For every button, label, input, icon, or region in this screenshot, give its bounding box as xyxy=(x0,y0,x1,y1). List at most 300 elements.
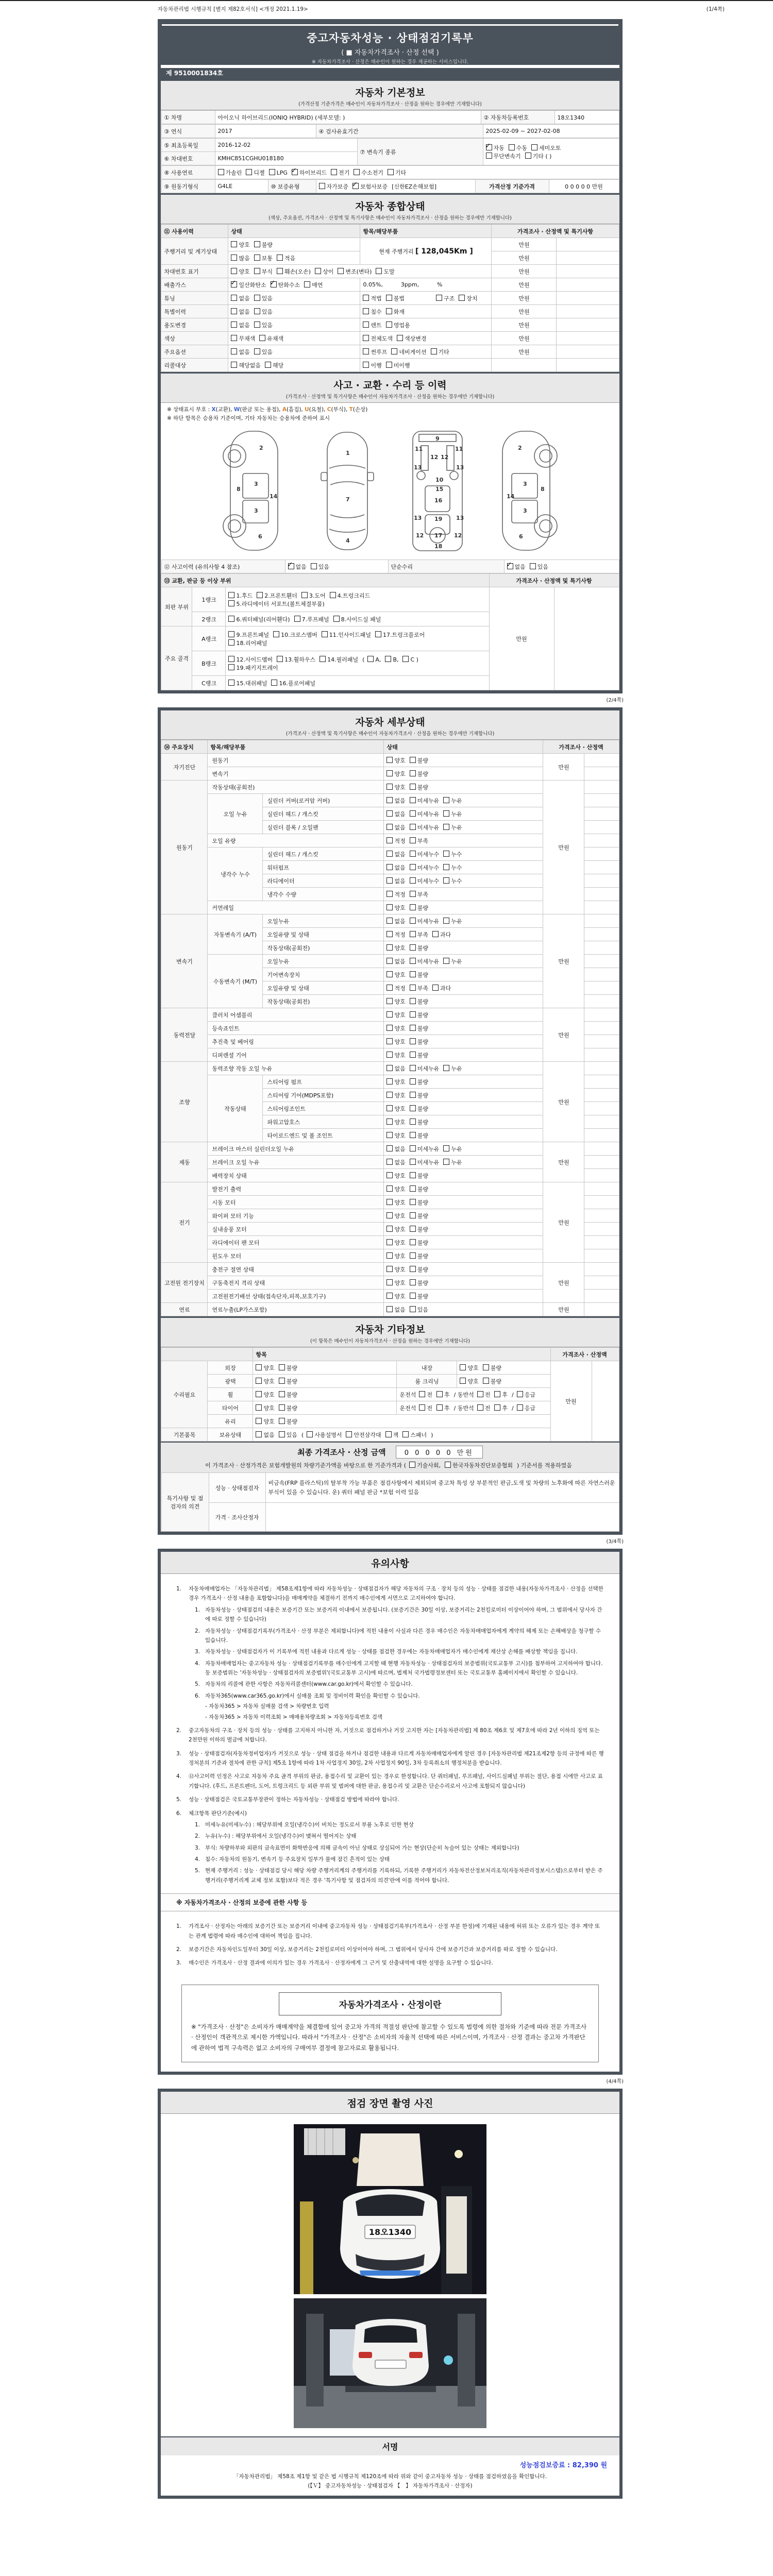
checkbox-미세누유[interactable] xyxy=(410,958,416,964)
checkbox-미세누수[interactable] xyxy=(410,864,416,870)
checkbox-영업용[interactable] xyxy=(386,321,392,328)
checkbox-후[interactable] xyxy=(494,1391,500,1397)
checkbox-없음[interactable] xyxy=(231,321,237,328)
checkbox-불량[interactable] xyxy=(279,1364,285,1370)
section-basic-info-subtitle: (가격산정 기준가격은 매수인이 자동차가격조사 · 산정을 원하는 경우에만 기재합니다) xyxy=(298,101,482,107)
checkbox-양호[interactable] xyxy=(231,241,237,247)
vin-price: 만원 xyxy=(492,265,557,278)
checkbox-적정[interactable] xyxy=(386,985,393,991)
checkbox-후[interactable] xyxy=(494,1404,500,1411)
checkbox-양호[interactable] xyxy=(256,1378,262,1384)
checkbox-있음[interactable] xyxy=(254,348,260,354)
etc-note xyxy=(592,1361,619,1442)
checkbox-양호[interactable] xyxy=(386,784,393,790)
checkbox-불량[interactable] xyxy=(410,757,416,763)
checkbox-도말[interactable] xyxy=(376,268,382,274)
checkbox-7.루프패널[interactable] xyxy=(294,616,300,622)
checkbox-양호[interactable] xyxy=(386,1266,393,1272)
checkbox-있음[interactable] xyxy=(254,321,260,328)
checkbox-양호[interactable] xyxy=(386,1078,393,1084)
checkbox-미이행[interactable] xyxy=(386,362,392,368)
checkbox-item xyxy=(256,1417,274,1426)
device-group-label: 제동 xyxy=(161,1142,208,1182)
checkbox-불량[interactable] xyxy=(410,1025,416,1031)
note-cell xyxy=(584,1169,619,1182)
checkbox-전기[interactable] xyxy=(331,169,337,175)
checkbox-불량[interactable] xyxy=(410,1052,416,1058)
checkbox-item xyxy=(259,334,283,343)
checkbox-누수[interactable] xyxy=(443,851,449,857)
checkbox-탄화수소[interactable] xyxy=(271,281,277,287)
checkbox-양호[interactable] xyxy=(231,268,237,274)
checkbox-자동[interactable] xyxy=(486,144,492,150)
checkbox-있음[interactable] xyxy=(254,308,260,314)
notice-item-number: 6. xyxy=(176,1810,182,1817)
checkbox-불량[interactable] xyxy=(410,1172,416,1178)
checkbox-item xyxy=(386,1198,405,1207)
checkbox-9.프론트패널[interactable] xyxy=(228,631,234,637)
state-options xyxy=(384,1182,543,1196)
checkbox-없음[interactable] xyxy=(386,1145,393,1151)
checkbox-item xyxy=(410,1198,428,1207)
checkbox-item xyxy=(376,267,394,276)
checkbox-있음[interactable] xyxy=(311,563,317,569)
checkbox-적정[interactable] xyxy=(386,891,393,897)
checkbox-label: 없음 xyxy=(394,864,406,871)
notice-sub-item xyxy=(189,1820,604,1829)
checkbox-item xyxy=(273,631,317,639)
checkbox-양호[interactable] xyxy=(386,1105,393,1111)
checkbox-불량[interactable] xyxy=(279,1391,285,1397)
checkbox-불량[interactable] xyxy=(410,1038,416,1044)
checkbox-18.리어패널[interactable] xyxy=(228,639,234,646)
note-cell xyxy=(584,754,619,767)
checkbox-양호[interactable] xyxy=(386,757,393,763)
checkbox-불량[interactable] xyxy=(410,944,416,951)
checkbox-불량[interactable] xyxy=(410,784,416,790)
checkbox-양호[interactable] xyxy=(460,1378,466,1384)
checkbox-양호[interactable] xyxy=(386,1052,393,1058)
checkbox-불량[interactable] xyxy=(410,1185,416,1192)
checkbox-item xyxy=(410,997,428,1006)
checkbox-썬루프[interactable] xyxy=(363,348,369,354)
checkbox-10.크로스멤버[interactable] xyxy=(273,631,279,637)
checkbox-B,[interactable] xyxy=(385,656,391,662)
checkbox-없음[interactable] xyxy=(288,563,294,569)
checkbox-15.대쉬패널[interactable] xyxy=(228,680,234,686)
state-options xyxy=(384,1169,543,1182)
checkbox-양호[interactable] xyxy=(386,1226,393,1232)
checkbox-누수[interactable] xyxy=(443,877,449,884)
checkbox-불량[interactable] xyxy=(410,1199,416,1205)
checkbox-8.사이드실 패널[interactable] xyxy=(333,616,340,622)
checkbox-5.라디에이터 서포트(볼트체결부품)[interactable] xyxy=(228,600,234,606)
checkbox-양호[interactable] xyxy=(386,1239,393,1245)
rank1-label: 1랭크 xyxy=(192,587,226,612)
vin-value: KMHC851CGHU018180 xyxy=(215,152,357,165)
notice-sub-number: 6. xyxy=(195,1692,200,1699)
checkbox-누유[interactable] xyxy=(443,1145,449,1151)
checkbox-양호[interactable] xyxy=(386,1025,393,1031)
checkbox-17.트렁크플로어[interactable] xyxy=(375,631,381,637)
checkbox-label: 기타 ( ) xyxy=(532,152,552,160)
checkbox-기술사회,[interactable] xyxy=(409,1462,415,1468)
checkbox-네비게이션[interactable] xyxy=(391,348,397,354)
checkbox-세미오토[interactable] xyxy=(531,144,537,150)
checkbox-불량[interactable] xyxy=(410,1212,416,1218)
checkbox-12.사이드멤버[interactable] xyxy=(228,656,234,662)
checkbox-양호[interactable] xyxy=(386,1172,393,1178)
checkbox-없음[interactable] xyxy=(386,918,393,924)
checkbox-LPG[interactable] xyxy=(269,169,275,175)
checkbox-훼손(오손)[interactable] xyxy=(277,268,283,274)
checkbox-불량[interactable] xyxy=(410,1226,416,1232)
checkbox-없음[interactable] xyxy=(386,810,393,817)
notice-item xyxy=(176,1922,604,1941)
checkbox-item xyxy=(494,1404,508,1412)
checkbox-양호[interactable] xyxy=(386,1212,393,1218)
checkbox-label: 불량 xyxy=(417,944,429,952)
checkbox-미세누유[interactable] xyxy=(410,797,416,803)
checkbox-item xyxy=(397,334,427,343)
checkbox-양호[interactable] xyxy=(460,1364,466,1370)
checkbox-화재[interactable] xyxy=(386,308,392,314)
checkbox-item xyxy=(410,904,428,912)
checkbox-item xyxy=(218,168,242,177)
checkbox-label: 없음 xyxy=(394,1159,406,1166)
diagram-number: 13 xyxy=(456,515,464,521)
checkbox-없음[interactable] xyxy=(231,348,237,354)
checkbox-양호[interactable] xyxy=(386,1185,393,1192)
simple-repair-options xyxy=(504,560,619,573)
checkbox-불량[interactable] xyxy=(410,1266,416,1272)
inline-text: / xyxy=(512,1391,514,1398)
checkbox-없음[interactable] xyxy=(386,877,393,884)
checkbox-양호[interactable] xyxy=(386,770,393,776)
checkbox-불량[interactable] xyxy=(483,1378,489,1384)
inline-text: ( xyxy=(301,1431,304,1438)
notice-sub-text: 자동차매매업자는 중고자동차 성능 · 상태점검기록부를 매수인에게 고지할 때 현행 자동차성능 · 상태점검자의 보증범위(국토교통부 고시)를 첨부하여 고지하여야 합니다. 동 보증범위는 '자동차성능 · 상태점검자의 보증범위'(국토교통부 고시)에 따르며, 법제처 국가법령정보센터 또는 국토교통부 홈페이지에서 확인할 수 있습니다. xyxy=(205,1660,603,1676)
checkbox-해당[interactable] xyxy=(265,362,271,368)
checkbox-불량[interactable] xyxy=(279,1378,285,1384)
odometer-value: [ 128,045Km ] xyxy=(415,247,473,256)
checkbox-과다[interactable] xyxy=(432,931,439,937)
checkbox-14.필러패널[interactable] xyxy=(320,656,326,662)
checkbox-기타 ( )[interactable] xyxy=(525,152,531,159)
checkbox-누유[interactable] xyxy=(443,810,449,817)
checkbox-색상변경[interactable] xyxy=(397,335,403,341)
checkbox-item xyxy=(459,294,477,302)
checkbox-label: 미세누수 xyxy=(417,864,440,871)
notice-sub-number: 5. xyxy=(195,1681,200,1688)
notice-sub-number: 1. xyxy=(195,1821,200,1828)
checkbox-누수[interactable] xyxy=(443,864,449,870)
checkbox-불량[interactable] xyxy=(410,1092,416,1098)
checkbox-label: 양호 xyxy=(263,1378,275,1385)
notice-item-text: 체크항목 판단기준(예시) xyxy=(189,1810,247,1817)
section-basic-info-title: 자동차 기본정보 xyxy=(355,87,425,98)
checkbox-불량[interactable] xyxy=(410,1239,416,1245)
checkbox-미세누유[interactable] xyxy=(410,1145,416,1151)
checkbox-부족[interactable] xyxy=(410,931,416,937)
checkbox-전체도색[interactable] xyxy=(363,335,369,341)
checkbox-item xyxy=(517,1391,535,1399)
checkbox-이행[interactable] xyxy=(363,362,369,368)
form-title: 중고자동차성능 · 상태점검기록부 xyxy=(307,32,474,44)
checkbox-양호[interactable] xyxy=(386,1252,393,1259)
checkbox-불량[interactable] xyxy=(410,1105,416,1111)
checkbox-양호[interactable] xyxy=(386,1279,393,1285)
checkbox-4.트렁크리드[interactable] xyxy=(330,592,336,598)
section-detail-header xyxy=(161,710,619,740)
checkbox-잭[interactable] xyxy=(385,1431,392,1437)
accident-history-options xyxy=(285,560,388,573)
checkbox-스패너[interactable] xyxy=(402,1431,409,1437)
checkbox-불량[interactable] xyxy=(410,1293,416,1299)
checkbox-양호[interactable] xyxy=(386,944,393,951)
checkbox-양호[interactable] xyxy=(386,1011,393,1018)
checkbox-6.쿼터패널(리어휀다)[interactable] xyxy=(228,616,234,622)
checkbox-없음[interactable] xyxy=(256,1431,262,1437)
checkbox-양호[interactable] xyxy=(256,1391,262,1397)
checkbox-item xyxy=(319,182,349,191)
checkbox-무채색[interactable] xyxy=(231,335,237,341)
checkbox-없음[interactable] xyxy=(231,295,237,301)
checkbox-미세누유[interactable] xyxy=(410,824,416,830)
checkbox-label: 불량 xyxy=(417,757,429,764)
checkbox-일산화탄소[interactable] xyxy=(231,281,237,287)
checkbox-label: 19.패키지트레이 xyxy=(236,664,278,671)
vin-label: ⑥ 차대번호 xyxy=(161,152,215,165)
checkbox-장치[interactable] xyxy=(459,295,465,301)
checkbox-누유[interactable] xyxy=(443,918,449,924)
checkbox-3.도어[interactable] xyxy=(301,592,308,598)
checkbox-label: 양호 xyxy=(394,904,406,911)
diagram-number: 19 xyxy=(434,516,443,522)
checkbox-적정[interactable] xyxy=(386,837,393,843)
panel-note xyxy=(554,587,619,690)
checkbox-label: 있음 xyxy=(261,348,273,355)
checkbox-없음[interactable] xyxy=(386,824,393,830)
checkbox-item xyxy=(436,1391,450,1399)
checkbox-있음[interactable] xyxy=(254,295,260,301)
checkbox-기타[interactable] xyxy=(388,169,394,175)
checkbox-불량[interactable] xyxy=(410,1118,416,1125)
checkbox-A,[interactable] xyxy=(367,656,374,662)
checkbox-label: 있음 xyxy=(261,295,273,302)
checkbox-매연[interactable] xyxy=(304,281,310,287)
checkbox-없음[interactable] xyxy=(386,958,393,964)
notice-sub-number: 2. xyxy=(195,1628,200,1634)
checkbox-1.후드[interactable] xyxy=(228,592,234,598)
checkbox-label: 불량 xyxy=(417,1092,429,1099)
checkbox-2.프론트휀더[interactable] xyxy=(257,592,263,598)
checkbox-양호[interactable] xyxy=(386,971,393,977)
checkbox-상이[interactable] xyxy=(315,268,321,274)
checkbox-렌트[interactable] xyxy=(363,321,369,328)
checkbox-불법[interactable] xyxy=(386,295,392,301)
checkbox-양호[interactable] xyxy=(256,1364,262,1370)
checkbox-불량[interactable] xyxy=(410,1078,416,1084)
checkbox-item xyxy=(410,1091,428,1099)
checkbox-불량[interactable] xyxy=(410,998,416,1004)
checkbox-item xyxy=(410,1145,440,1153)
checkbox-전[interactable] xyxy=(477,1391,483,1397)
checkbox-label: 매연 xyxy=(312,281,323,289)
checkbox-유채색[interactable] xyxy=(259,335,265,341)
checkbox-응급[interactable] xyxy=(517,1404,523,1411)
checkbox-미세누유[interactable] xyxy=(410,1159,416,1165)
diagram-number: 3 xyxy=(523,481,527,487)
checkbox-없음[interactable] xyxy=(386,1065,393,1071)
checkbox-item xyxy=(386,796,405,805)
checkbox-없음[interactable] xyxy=(386,1159,393,1165)
checkbox-미세누유[interactable] xyxy=(410,918,416,924)
checkbox-적법[interactable] xyxy=(363,295,369,301)
checkbox-부족[interactable] xyxy=(410,891,416,897)
checkbox-없음[interactable] xyxy=(386,864,393,870)
checkbox-불량[interactable] xyxy=(410,904,416,910)
checkbox-미세누수[interactable] xyxy=(410,851,416,857)
checkbox-무단변속기[interactable] xyxy=(486,152,492,159)
checkbox-많음[interactable] xyxy=(231,255,237,261)
checkbox-양호[interactable] xyxy=(386,998,393,1004)
checkbox-침수[interactable] xyxy=(363,308,369,314)
checkbox-미세누유[interactable] xyxy=(410,810,416,817)
checkbox-미세누유[interactable] xyxy=(410,1065,416,1071)
checkbox-불량[interactable] xyxy=(279,1404,285,1411)
checkbox-label: 불량 xyxy=(417,1185,429,1193)
checkbox-누유[interactable] xyxy=(443,1065,449,1071)
checkbox-과다[interactable] xyxy=(432,985,439,991)
checkbox-없음[interactable] xyxy=(386,797,393,803)
checkbox-label: 누수 xyxy=(451,851,462,858)
checkbox-불량[interactable] xyxy=(410,1252,416,1259)
checkbox-적음[interactable] xyxy=(277,255,283,261)
inline-text: / 동반석 xyxy=(453,1404,474,1412)
basic-info-row-5 xyxy=(161,165,619,179)
checkbox-양호[interactable] xyxy=(386,904,393,910)
checkbox-부족[interactable] xyxy=(410,985,416,991)
checkbox-후[interactable] xyxy=(436,1404,443,1411)
checkbox-13.휠하우스[interactable] xyxy=(277,656,283,662)
checkbox-누유[interactable] xyxy=(443,1159,449,1165)
checkbox-전[interactable] xyxy=(419,1404,425,1411)
checkbox-누유[interactable] xyxy=(443,824,449,830)
checkbox-보험사보증[interactable] xyxy=(352,183,359,189)
state-options xyxy=(384,848,543,861)
checkbox-누유[interactable] xyxy=(443,958,449,964)
checkbox-있음[interactable] xyxy=(279,1431,285,1437)
checkbox-없음[interactable] xyxy=(231,308,237,314)
checkbox-양호[interactable] xyxy=(256,1404,262,1411)
rank2-label: 2랭크 xyxy=(192,612,226,626)
checkbox-가솔린[interactable] xyxy=(218,169,224,175)
checkbox-item xyxy=(386,321,410,329)
checkbox-하이브리드[interactable] xyxy=(292,169,298,175)
checkbox-적정[interactable] xyxy=(386,931,393,937)
checkbox-누유[interactable] xyxy=(443,797,449,803)
warranty-section-title: ※ 자동차가격조사 · 산정의 보증에 관한 사항 등 xyxy=(161,1893,619,1911)
checkbox-19.패키지트레이[interactable] xyxy=(228,664,234,670)
state-code-desc: (판금 또는 용접), xyxy=(240,406,282,413)
checkbox-있음[interactable] xyxy=(530,563,536,569)
checkbox-해당없음[interactable] xyxy=(231,362,237,368)
checkbox-양호[interactable] xyxy=(386,1199,393,1205)
checkbox-없음[interactable] xyxy=(386,851,393,857)
checkbox-불량[interactable] xyxy=(279,1418,285,1424)
checkbox-전[interactable] xyxy=(477,1404,483,1411)
checkbox-11.인사이드패널[interactable] xyxy=(322,631,328,637)
checkbox-label: 미이행 xyxy=(393,362,410,369)
checkbox-보통[interactable] xyxy=(254,255,260,261)
checkbox-양호[interactable] xyxy=(386,1132,393,1138)
checkbox-item xyxy=(410,957,440,965)
checkbox-불량[interactable] xyxy=(483,1364,489,1370)
checkbox-수동[interactable] xyxy=(509,144,515,150)
checkbox-기타[interactable] xyxy=(431,348,437,354)
checkbox-없음[interactable] xyxy=(507,563,513,569)
checkbox-불량[interactable] xyxy=(410,1132,416,1138)
checkbox-전[interactable] xyxy=(419,1391,425,1397)
checkbox-없음[interactable] xyxy=(386,1306,393,1312)
checkbox-불량[interactable] xyxy=(410,1011,416,1018)
checkbox-item xyxy=(385,656,398,663)
checkbox-label: 렌트 xyxy=(371,321,382,329)
checkbox-수소전기[interactable] xyxy=(354,169,360,175)
checkbox-부족[interactable] xyxy=(410,837,416,843)
checkbox-item xyxy=(231,281,266,289)
checkbox-부식[interactable] xyxy=(254,268,260,274)
checkbox-label: 없음 xyxy=(394,1306,406,1313)
final-price-band xyxy=(161,1442,619,1472)
checkbox-item xyxy=(410,1051,428,1059)
checkbox-불량[interactable] xyxy=(410,971,416,977)
checkbox-16.플로어패널[interactable] xyxy=(271,680,277,686)
checkbox-불량[interactable] xyxy=(254,241,260,247)
checkbox-사용설명서[interactable] xyxy=(307,1431,313,1437)
panel-price: 만원 xyxy=(489,587,554,690)
checkbox-자가보증[interactable] xyxy=(319,183,325,189)
checkbox-양호[interactable] xyxy=(256,1418,262,1424)
checkbox-불량[interactable] xyxy=(410,770,416,776)
checkbox-label: 16.플로어패널 xyxy=(279,680,316,687)
recall-price xyxy=(492,359,557,372)
checkbox-C )[interactable] xyxy=(402,656,409,662)
final-price-note xyxy=(161,1461,619,1469)
checkbox-후[interactable] xyxy=(436,1391,443,1397)
checkbox-item xyxy=(494,1391,508,1399)
checkbox-불량[interactable] xyxy=(410,1279,416,1285)
checkbox-label: 디젤 xyxy=(254,169,265,176)
checkbox-item xyxy=(410,783,428,791)
checkbox-item xyxy=(363,308,381,316)
checkbox-한국자동차진단보증협회[interactable] xyxy=(445,1462,451,1468)
checkbox-응급[interactable] xyxy=(517,1391,523,1397)
checkbox-디젤[interactable] xyxy=(246,169,252,175)
checkbox-양호[interactable] xyxy=(386,1293,393,1299)
checkbox-있음[interactable] xyxy=(410,1306,416,1312)
checkbox-구조[interactable] xyxy=(436,295,442,301)
checkbox-양호[interactable] xyxy=(386,1038,393,1044)
checkbox-안전삼각대[interactable] xyxy=(346,1431,352,1437)
checkbox-양호[interactable] xyxy=(386,1118,393,1125)
checkbox-item xyxy=(271,679,315,687)
checkbox-변조(변타)[interactable] xyxy=(338,268,344,274)
checkbox-양호[interactable] xyxy=(386,1092,393,1098)
checkbox-item xyxy=(410,971,428,979)
checkbox-미세누수[interactable] xyxy=(410,877,416,884)
